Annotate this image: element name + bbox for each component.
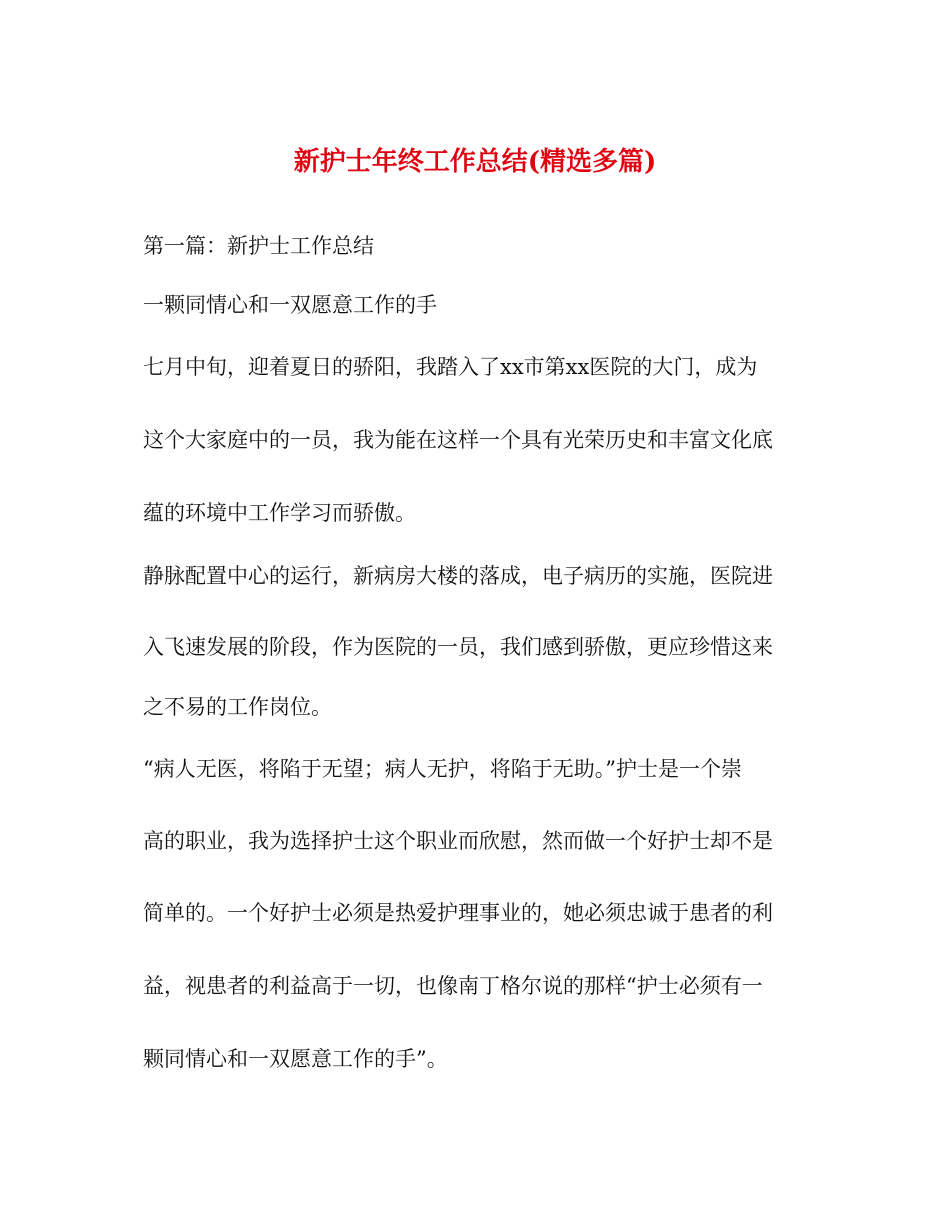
paragraph-3-line-4: 益，视患者的利益高于一切，也像南丁格尔说的那样“护士必须有一 [143,974,763,998]
document-title: 新护士年终工作总结(精选多篇) [293,147,657,177]
paragraph-1-line-3: 蕴的环境中工作学习而骄傲。 [143,501,416,525]
paragraph-3-line-5: 颗同情心和一双愿意工作的手”。 [143,1047,448,1071]
paragraph-3-line-3: 简单的。一个好护士必须是热爱护理事业的，她必须忠诚于患者的利 [143,901,773,925]
paragraph-3-line-1: “病人无医，将陷于无望；病人无护，将陷于无助。”护士是一个崇 [143,757,742,781]
paragraph-1-line-2: 这个大家庭中的一员，我为能在这样一个具有光荣历史和丰富文化底 [143,428,773,452]
paragraph-2-line-1: 静脉配置中心的运行，新病房大楼的落成，电子病历的实施，医院进 [143,564,773,588]
section-heading: 第一篇：新护士工作总结 [143,234,374,258]
paragraph-2-line-2: 入飞速发展的阶段，作为医院的一员，我们感到骄傲，更应珍惜这来 [143,635,773,659]
paragraph-2-line-3: 之不易的工作岗位。 [143,695,332,719]
section-subtitle: 一颗同情心和一双愿意工作的手 [143,293,437,317]
paragraph-1-line-1: 七月中旬，迎着夏日的骄阳，我踏入了xx市第xx医院的大门，成为 [143,355,758,379]
paragraph-3-line-2: 高的职业，我为选择护士这个职业而欣慰，然而做一个好护士却不是 [143,829,773,853]
